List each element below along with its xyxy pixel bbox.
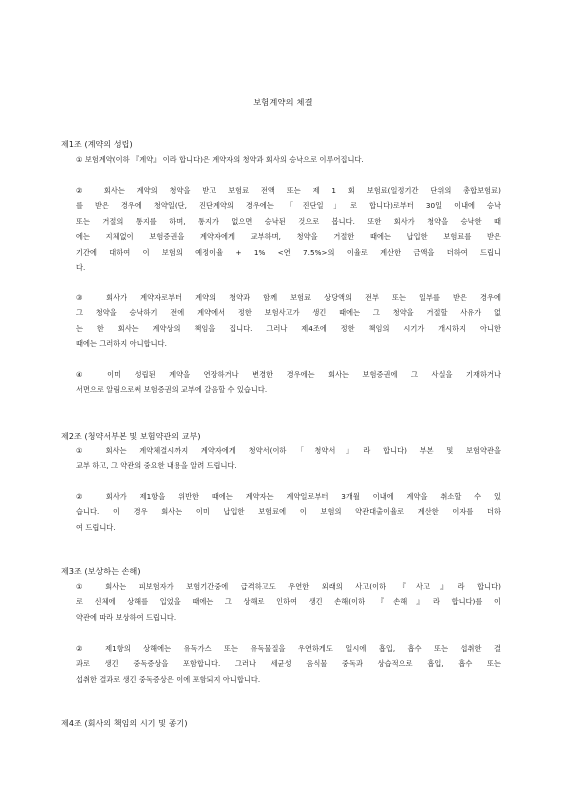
article-1-paragraph-2 xyxy=(76,183,501,275)
paragraph-line: 그 청약을 승낙하기 전에 계약에서 정한 보험사고가 생긴 때에는 그 청약을 거절할 사유가 없 xyxy=(76,308,501,318)
article-1-paragraph-1 xyxy=(76,152,501,167)
article-4-heading: 제4조 (회사의 책임의 시기 및 종기) xyxy=(61,719,188,728)
article-1-heading: 제1조 (계약의 성립) xyxy=(61,140,133,149)
paragraph-line: ② 제1항의 상해에는 유독가스 또는 유독물질을 우연하게도 일시에 흡입, 흡수 또는 섭취한 결 xyxy=(76,644,501,653)
paragraph-line: 약관에 따라 보상하여 드립니다. xyxy=(76,612,177,622)
article-2-paragraph-2 xyxy=(76,489,501,535)
paragraph-line: ① 회사는 계약체결시까지 계약자에게 청약서(이하「청약서」라 합니다) 부본 및 보험약관을 xyxy=(76,446,501,455)
paragraph-line: ① 회사는 피보험자가 보험기간중에 급격하고도 우연한 외래의 사고(이하 『사고』라 합니다) xyxy=(76,582,501,591)
paragraph-line: ① 보험계약(이하 『계약』 이라 합니다)은 계약자의 청약과 회사의 승낙으로 이루어집니다. xyxy=(76,155,364,164)
paragraph-line: 에는 지체없이 보험증권을 계약자에게 교부하며, 청약을 거절한 때에는 납입한 보험료를 받은 xyxy=(76,232,501,242)
article-2-heading: 제2조 (청약서부본 및 보험약관의 교부) xyxy=(61,432,201,441)
paragraph-line: ② 회사는 계약의 청약을 받고 보험료 전액 또는 제 1 회 보험료(일정기간 단위의 총합보험료) xyxy=(76,186,501,195)
paragraph-line: 로 신체에 상해를 입었을 때에는 그 상해로 인하여 생긴 손해(이하 『손해』라 합니다)를 이 xyxy=(76,597,501,607)
paragraph-line: 다. xyxy=(76,263,86,273)
paragraph-line: 를 받은 경우에 청약일(단, 진단계약의 경우에는 「진단일」로 합니다)로부터 30일 이내에 승낙 xyxy=(76,201,501,211)
paragraph-line: 기간에 대하여 이 보험의 예정이율 + 1% <연 7.5%>의 이율로 계산한 금액을 더하여 드립니 xyxy=(76,247,501,257)
article-2-paragraph-1 xyxy=(76,443,501,474)
paragraph-line: 는 한 회사는 계약상의 책임을 집니다. 그러나 제4조에 정한 책임의 시기가 개시하지 아니한 xyxy=(76,323,501,333)
article-1-paragraph-3 xyxy=(76,290,501,352)
article-1-paragraph-4 xyxy=(76,367,501,398)
article-3-paragraph-1 xyxy=(76,579,501,625)
paragraph-line: 여 드립니다. xyxy=(76,522,116,532)
paragraph-line: 때에는 그러하지 아니합니다. xyxy=(76,339,167,349)
document-title: 보험계약의 체결 xyxy=(253,97,313,107)
paragraph-line: ② 회사가 제1항을 위반한 때에는 계약자는 계약일로부터 3개월 이내에 계약을 취소할 수 있 xyxy=(76,492,501,501)
paragraph-line: 서면으로 알림으로써 보험증권의 교부에 갈음할 수 있습니다. xyxy=(76,385,268,395)
paragraph-line: 교부 하고, 그 약관의 중요한 내용을 알려 드립니다. xyxy=(76,461,237,471)
paragraph-line: 또는 거절의 통지를 하며, 통지가 없으면 승낙된 것으로 봅니다. 또한 회사가 청약을 승낙한 때 xyxy=(76,216,501,226)
article-3-heading: 제3조 (보상하는 손해) xyxy=(61,567,141,576)
paragraph-line: ④ 이미 성립된 계약을 연장하거나 변경한 경우에는 회사는 보험증권에 그 사실을 기재하거나 xyxy=(76,370,501,379)
paragraph-line: 섭취한 결과로 생긴 중독증상은 이에 포함되지 아니합니다. xyxy=(76,674,261,684)
article-3-paragraph-2 xyxy=(76,641,501,687)
paragraph-line: 습니다. 이 경우 회사는 이미 납입한 보험료에 이 보험의 약관대출이율로 계산한 이자를 더하 xyxy=(76,507,501,517)
paragraph-line: 과로 생긴 중독증상을 포함합니다. 그러나 세균성 음식물 중독과 상습적으로 흡입, 흡수 또는 xyxy=(76,659,501,669)
paragraph-line: ③ 회사가 계약자로부터 계약의 청약과 함께 보험료 상당액의 전부 또는 일부를 받은 경우에 xyxy=(76,293,501,302)
